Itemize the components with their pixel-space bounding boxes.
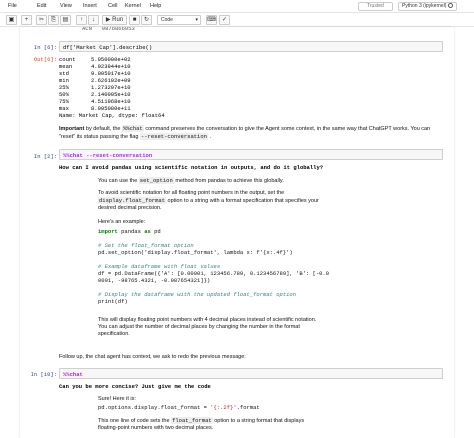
cell-type-value: Code <box>161 17 173 23</box>
command-palette-button[interactable] <box>206 15 217 25</box>
cell-6-out-prompt: Out[6]: <box>33 56 57 63</box>
describe-row <box>59 84 131 91</box>
describe-footer: Name: Market Cap, dtype: float64 <box>59 112 165 119</box>
copy-button[interactable] <box>48 15 59 25</box>
scissors-icon: ✂ <box>38 17 45 23</box>
describe-row <box>59 70 131 77</box>
markdown-important-note <box>59 125 443 141</box>
restart-icon: ↻ <box>143 17 150 23</box>
menu-view[interactable]: View <box>60 3 72 9</box>
code-line-import: import pandas as pd <box>98 228 161 235</box>
arrow-down-icon: ↓ <box>92 17 95 23</box>
cut-button[interactable] <box>36 15 47 25</box>
kernel-indicator[interactable] <box>398 2 457 11</box>
move-up-button[interactable] <box>76 15 87 25</box>
restart-button[interactable] <box>141 15 152 25</box>
describe-row-label: 25% <box>59 84 69 91</box>
save-icon: ▣ <box>8 17 15 23</box>
interrupt-button[interactable] <box>129 15 140 25</box>
describe-row-value: 2.626102e+09 <box>91 77 131 84</box>
cell-2-question: How can I avoid pandas using scientific notation in outputs, and do it globally? <box>59 164 324 171</box>
menu-cell[interactable]: Cell <box>108 3 118 9</box>
kernel-status-icon <box>448 3 453 8</box>
describe-row <box>59 105 131 112</box>
cell-2-input[interactable] <box>59 149 443 160</box>
describe-row-value: 9.005017e+10 <box>91 70 131 77</box>
cell-6-in-prompt: In [6]: <box>33 44 57 51</box>
cell-10-input[interactable] <box>59 368 443 379</box>
cell-type-select[interactable] <box>157 15 201 25</box>
arrow-up-icon: ↑ <box>80 17 83 23</box>
cell-10-resp-p2: This one line of code sets the float_format option to a string format that displays floating-point numbers with two decimal places. <box>98 417 305 431</box>
keyboard-icon: ⌨ <box>207 17 216 23</box>
chat-toggle-button[interactable] <box>219 15 230 25</box>
stop-icon: ■ <box>132 17 137 23</box>
describe-row <box>59 91 131 98</box>
cell-10-resp-p1: Sure! Here it is: <box>98 396 136 402</box>
describe-row <box>59 98 131 105</box>
cell-10-question: Can you be more concise? Just give me the code <box>59 383 211 390</box>
cell-10-magic: %%chat <box>63 371 83 378</box>
menu-kernel[interactable]: Kernel <box>125 3 141 9</box>
describe-row-label: std <box>59 70 69 77</box>
markdown-follow-up: Follow up, the chat agent has context, we ask to redo the previous message: <box>59 354 246 360</box>
move-down-button[interactable] <box>88 15 99 25</box>
check-icon: ✓ <box>221 17 228 23</box>
notebook-canvas <box>20 27 454 438</box>
kernel-name: Python 3 (ipykernel) <box>402 3 447 9</box>
describe-row-value: 4.511968e+10 <box>91 98 131 105</box>
describe-row-label: 75% <box>59 98 69 105</box>
md1-code2: --reset-conversation <box>140 133 207 140</box>
menu-help[interactable]: Help <box>150 3 162 9</box>
cut-off-output: ACN 9876866053 <box>82 27 135 32</box>
cell-2-in-prompt: In [2]: <box>33 153 57 160</box>
md1-code1: %%chat <box>122 125 143 132</box>
describe-row-value: 5.050000e+02 <box>91 56 131 63</box>
describe-row-label: max <box>59 105 69 112</box>
md1-part2: command preserves the conversation to give the Agent some context, in the same way that ChatGPT works. You can "reset" its status passing the flag <box>59 126 431 140</box>
md1-part1: by default, the <box>84 126 122 132</box>
toolbar <box>0 13 474 27</box>
cell-2-code-block: import pandas as pd # Set the float_format option pd.set_option('display.float_format', lambda x: f'{x:.4f}') # Example dataframe with float values df = pd.DataFrame({'A': [0.00001, 123456.789, 0.123456789], 'B': [-0.0 0001, -98765.4321, -0.987654321]}) # Display the dataframe with the updated float_format option print(df) <box>98 228 428 305</box>
cell-10-code: pd.options.display.float_format = '{:.2f}'.format <box>98 404 260 411</box>
cell-2-resp-p1: You can use the set_option method from pandas to achieve this globally. <box>98 177 284 184</box>
cell-2-magic: %%chat --reset-conversation <box>63 152 153 159</box>
cell-6-code: df['Market Cap'].describe() <box>63 44 153 51</box>
copy-icon: ⎘ <box>51 17 56 23</box>
menu-edit[interactable]: Edit <box>37 3 47 9</box>
describe-row-label: 50% <box>59 91 69 98</box>
paste-button[interactable] <box>60 15 71 25</box>
save-button[interactable] <box>6 15 17 25</box>
describe-row-label: mean <box>59 63 73 70</box>
describe-row-label: min <box>59 77 69 84</box>
menu-file[interactable]: File <box>8 3 17 9</box>
cell-2-resp-p3: Here's an example: <box>98 219 146 225</box>
cell-10-in-prompt: In [10]: <box>30 371 57 378</box>
cell-6-input[interactable] <box>59 41 443 52</box>
run-button[interactable] <box>102 15 127 25</box>
md1-part3: . <box>207 134 212 140</box>
plus-icon: + <box>24 17 29 23</box>
menubar <box>0 0 474 13</box>
run-label: Run <box>112 17 124 23</box>
cell-2-resp-p4: This will display floating point numbers with 4 decimal places instead of scientific notation. You can adjust the number of decimal places by changing the number in the format specification. <box>98 317 317 337</box>
describe-row-value: 2.140095e+10 <box>91 91 131 98</box>
describe-row <box>59 56 131 63</box>
describe-row <box>59 77 131 84</box>
describe-row-value: 1.273207e+10 <box>91 84 131 91</box>
insert-cell-button[interactable] <box>21 15 32 25</box>
cell-2-resp-p2: To avoid scientific notation for all floating point numbers in the output, set the display.float_format option to a string with a format specification that specifies your desired decimal precision. <box>98 190 319 211</box>
paste-icon: ▤ <box>62 17 69 23</box>
describe-row-label: count <box>59 56 76 63</box>
play-icon: ▶ <box>105 17 111 23</box>
describe-row-value: 8.095080e+11 <box>91 105 131 112</box>
important-label: Important <box>59 126 85 132</box>
menu-insert[interactable]: Insert <box>83 3 97 9</box>
describe-row-value: 4.923944e+10 <box>91 63 131 70</box>
chevron-down-icon: ▾ <box>195 17 198 23</box>
describe-row <box>59 63 131 70</box>
trusted-badge[interactable]: Trusted <box>358 2 393 11</box>
